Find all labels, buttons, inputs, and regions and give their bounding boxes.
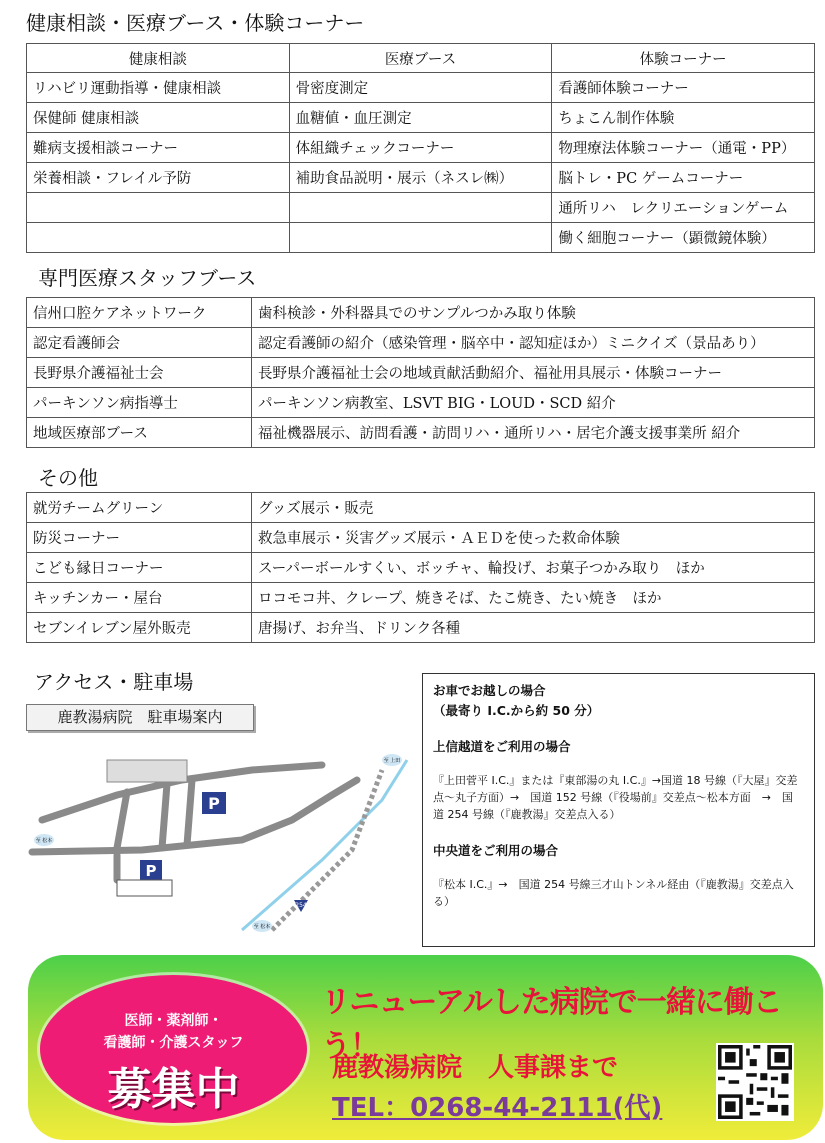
access-directions-box xyxy=(422,673,815,947)
table-cell: 救急車展示・災害グッズ展示・ＡＥＤを使った救命体験 xyxy=(252,523,815,553)
staff-table xyxy=(26,297,815,448)
parking-1-label: P xyxy=(208,794,220,813)
table-cell: スーパーボールすくい、ボッチャ、輪投げ、お菓子つかみ取り ほか xyxy=(252,553,815,583)
table-row xyxy=(27,223,815,253)
recruit-department: 鹿教湯病院 人事課まで xyxy=(332,1053,619,1083)
joshinetsu-directions: 『上田菅平 I.C.』または『東部湯の丸 I.C.』→国道 18 号線（『大屋』交差点〜丸子方面）→ 国道 152 号線（『役場前』交差点〜松本方面 → 国道 254 号線（『鹿教湯』交差点入る） xyxy=(433,774,798,821)
table-cell xyxy=(27,223,290,253)
table-row xyxy=(27,493,815,523)
chuo-directions: 『松本 I.C.』→ 国道 254 号線三才山トンネル経由（『鹿教湯』交差点入る） xyxy=(433,878,794,908)
table-row xyxy=(27,298,815,328)
table-cell xyxy=(27,193,290,223)
chuo-title: 中央道をご利用の場合 xyxy=(433,843,559,858)
table-row xyxy=(27,193,815,223)
river xyxy=(242,760,407,930)
map-title-box: 鹿教湯病院 駐車場案内 xyxy=(26,704,254,731)
table-cell: 地域医療部ブース xyxy=(27,418,252,448)
other-table xyxy=(26,492,815,643)
recruit-roles-line1: 医師・薬剤師・ xyxy=(124,1013,223,1029)
table-cell: 難病支援相談コーナー xyxy=(27,133,290,163)
table-cell: 唐揚げ、お弁当、ドリンク各種 xyxy=(252,613,815,643)
table-cell: パーキンソン病指導士 xyxy=(27,388,252,418)
table-header: 体験コーナー xyxy=(552,44,815,73)
table-cell: グッズ展示・販売 xyxy=(252,493,815,523)
car-title: お車でお越しの場合 xyxy=(433,683,546,698)
table-row xyxy=(27,133,815,163)
qr-code-icon[interactable] xyxy=(716,1043,794,1121)
table-row xyxy=(27,553,815,583)
table-cell: 就労チームグリーン xyxy=(27,493,252,523)
table-cell: 福祉機器展示、訪問看護・訪問リハ・通所リハ・居宅介護支援事業所 紹介 xyxy=(252,418,815,448)
route-254-label: 254 xyxy=(295,902,307,909)
table-cell: ロコモコ丼、クレープ、焼きそば、たこ焼き、たい焼き ほか xyxy=(252,583,815,613)
table-row xyxy=(27,103,815,133)
joshinetsu-title: 上信越道をご利用の場合 xyxy=(433,739,571,754)
parking-lot-2-area xyxy=(117,880,172,896)
recruit-roles-line2: 看護師・介護スタッフ xyxy=(103,1035,244,1051)
table-cell: 長野県介護福祉士会の地域貢献活動紹介、福祉用具展示・体験コーナー xyxy=(252,358,815,388)
car-subtitle: （最寄り I.C.から約 50 分） xyxy=(433,703,600,718)
table-cell: 体組織チェックコーナー xyxy=(289,133,552,163)
access-map xyxy=(22,740,414,940)
table-header: 健康相談 xyxy=(27,44,290,73)
section-title-health: 健康相談・医療ブース・体験コーナー xyxy=(26,11,365,35)
table-cell: 認定看護師の紹介（感染管理・脳卒中・認知症ほか）ミニクイズ（景品あり） xyxy=(252,328,815,358)
section-title-other: その他 xyxy=(38,466,98,490)
table-cell: キッチンカー・屋台 xyxy=(27,583,252,613)
table-cell: 長野県介護福祉士会 xyxy=(27,358,252,388)
table-cell: 物理療法体験コーナー（通電・PP） xyxy=(552,133,815,163)
table-row xyxy=(27,583,815,613)
table-cell: 認定看護師会 xyxy=(27,328,252,358)
table-cell: 通所リハ レクリエーションゲーム xyxy=(552,193,815,223)
health-table xyxy=(26,43,815,253)
section-title-staff: 専門医療スタッフブース xyxy=(38,266,257,290)
table-row xyxy=(27,328,815,358)
parking-2-label: P xyxy=(145,862,157,880)
table-cell: ちょこん制作体験 xyxy=(552,103,815,133)
table-cell: 栄養相談・フレイル予防 xyxy=(27,163,290,193)
table-cell: セブンイレブン屋外販売 xyxy=(27,613,252,643)
table-cell: 脳トレ・PC ゲームコーナー xyxy=(552,163,815,193)
table-row xyxy=(27,523,815,553)
table-cell: 保健師 健康相談 xyxy=(27,103,290,133)
to-ueda-label: 至 上田 xyxy=(383,758,401,764)
table-cell: 骨密度測定 xyxy=(289,73,552,103)
table-cell: 補助食品説明・展示（ネスレ㈱） xyxy=(289,163,552,193)
table-cell: 歯科検診・外科器具でのサンプルつかみ取り体験 xyxy=(252,298,815,328)
table-cell: 血糖値・血圧測定 xyxy=(289,103,552,133)
table-row xyxy=(27,613,815,643)
table-row xyxy=(27,358,815,388)
table-row xyxy=(27,73,815,103)
to-matsumoto-label-bottom: 至 松本 xyxy=(253,924,271,930)
recruit-tel-link[interactable]: TEL：0268-44-2111(代) xyxy=(332,1093,663,1123)
recruit-banner xyxy=(28,955,823,1140)
table-cell: 防災コーナー xyxy=(27,523,252,553)
table-cell: 信州口腔ケアネットワーク xyxy=(27,298,252,328)
table-cell xyxy=(289,223,552,253)
table-cell: こども縁日コーナー xyxy=(27,553,252,583)
recruit-oval xyxy=(40,975,307,1123)
table-row xyxy=(27,388,815,418)
recruit-headline: リニューアルした病院で一緒に働こう！ xyxy=(321,985,782,1064)
table-row xyxy=(27,418,815,448)
section-title-access: アクセス・駐車場 xyxy=(34,670,194,694)
table-row xyxy=(27,163,815,193)
map-roads xyxy=(32,765,357,880)
table-cell: パーキンソン病教室、LSVT BIG・LOUD・SCD 紹介 xyxy=(252,388,815,418)
table-cell: 看護師体験コーナー xyxy=(552,73,815,103)
table-cell xyxy=(289,193,552,223)
to-matsumoto-label-left: 至 松本 xyxy=(35,838,53,844)
table-header: 医療ブース xyxy=(289,44,552,73)
table-cell: リハビリ運動指導・健康相談 xyxy=(27,73,290,103)
table-cell: 働く細胞コーナー（顕微鏡体験） xyxy=(552,223,815,253)
hospital-building xyxy=(107,760,187,782)
recruiting-now: 募集中 xyxy=(107,1064,240,1115)
